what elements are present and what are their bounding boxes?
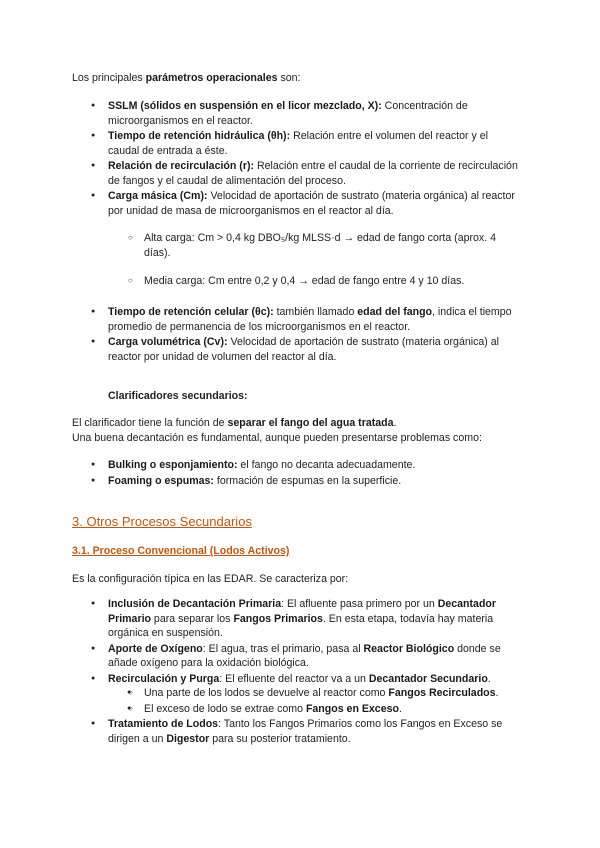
list-item: ● Tratamiento de Lodos: Tanto los Fangos Primarios como los Fangos en Exceso se dirigen a un Digestor para su posterior tratamiento.	[108, 717, 520, 746]
list-item: ● Relación de recirculación (r): Relación entre el caudal de la corriente de recirculación de fangos y el caudal de alimentación del proceso.	[108, 159, 520, 188]
parameters-list	[108, 99, 520, 219]
section-intro: Es la configuración típica en las EDAR. Se caracteriza por:	[72, 573, 349, 585]
list-item: ● SSLM (sólidos en suspensión en el licor mezclado, X): Concentración de microorganismos en el reactor.	[108, 99, 520, 128]
list-item: ● Tiempo de retención hidráulica (θh): Relación entre el volumen del reactor y el caudal de entrada a éste.	[108, 129, 520, 158]
list-item: ● Bulking o esponjamiento: el fango no decanta adecuadamente.	[108, 458, 520, 473]
process-list	[108, 597, 520, 747]
subsection-heading: 3.1. Proceso Convencional (Lodos Activos)	[72, 545, 290, 557]
problems-list	[108, 458, 520, 489]
list-item: ○ Media carga: Cm entre 0,2 y 0,4 → edad de fango entre 4 y 10 días.	[144, 274, 520, 289]
list-item: ● Carga másica (Cm): Velocidad de aportación de sustrato (materia orgánica) al reactor por unidad de masa de microorganismos en el reactor al día.	[108, 189, 520, 218]
section-heading: 3. Otros Procesos Secundarios	[72, 514, 252, 529]
recirculacion-sublist	[108, 686, 520, 716]
list-item: ● Aporte de Oxígeno: El agua, tras el primario, pasa al Reactor Biológico donde se añade oxígeno para la oxidación biológica.	[108, 642, 520, 671]
list-item: ● Tiempo de retención celular (θc): también llamado edad del fango, indica el tiempo promedio de permanencia de los microorganismos en el reactor.	[108, 305, 520, 334]
list-item: ● ○ El exceso de lodo se extrae como Fangos en Exceso.	[144, 702, 520, 717]
list-item: ● Foaming o espumas: formación de espumas en la superficie.	[108, 474, 520, 489]
clarificadores-title: Clarificadores secundarios:	[108, 390, 248, 402]
carga-sublist	[144, 231, 520, 260]
list-item: ● Inclusión de Decantación Primaria: El afluente pasa primero por un Decantador Primario para separar los Fangos Primarios. En esta etapa, todavía hay materia orgánica en suspensión.	[108, 597, 520, 641]
list-item: ● Recirculación y Purga: El efluente del reactor va a un Decantador Secundario. ● ○ Una parte de los lodos se devuelve al reactor como Fangos Recirculados. ● ○ El exceso de lodo se extrae como Fangos en Exceso.	[108, 672, 520, 717]
carga-sublist-2	[144, 274, 520, 289]
list-item: ● Carga volumétrica (Cv): Velocidad de aportación de sustrato (materia orgánica) al reactor por unidad de volumen del reactor al día.	[108, 335, 520, 364]
list-item: ○ Alta carga: Cm > 0,4 kg DBO₅/kg MLSS·d → edad de fango corta (aprox. 4 días).	[144, 231, 520, 260]
clarificador-paragraph: El clarificador tiene la función de separar el fango del agua tratada. Una buena decantación es fundamental, aunque pueden presentarse problemas como:	[72, 417, 482, 444]
list-item: ● ○ Una parte de los lodos se devuelve al reactor como Fangos Recirculados.	[144, 686, 520, 701]
intro-paragraph: Los principales parámetros operacionales son:	[72, 72, 301, 84]
parameters-list-2	[108, 305, 520, 365]
